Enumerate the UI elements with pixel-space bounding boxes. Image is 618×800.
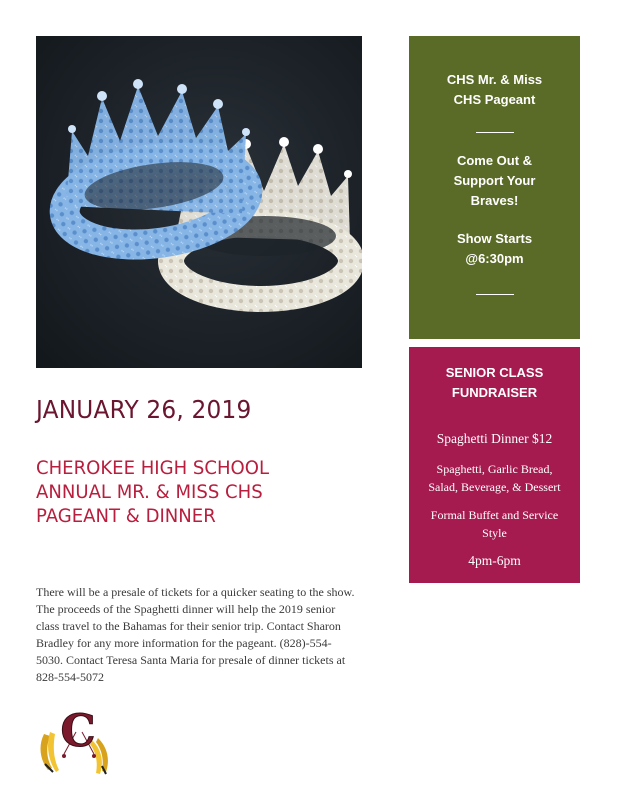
menu-line: Salad, Beverage, & Dessert bbox=[428, 480, 561, 494]
event-title-line: PAGEANT & DINNER bbox=[36, 505, 216, 527]
cherokee-c-logo-icon bbox=[36, 704, 120, 776]
event-title-line: ANNUAL MR. & MISS CHS bbox=[36, 481, 263, 503]
event-date: JANUARY 26, 2019 bbox=[36, 395, 252, 424]
fundraiser-heading-line: FUNDRAISER bbox=[451, 385, 538, 400]
dinner-time: 4pm-6pm bbox=[468, 553, 521, 568]
fundraiser-heading-line: SENIOR CLASS bbox=[445, 365, 544, 380]
description-line: class travel to the Bahamas for their senior trip. Contact Sharon bbox=[36, 619, 341, 633]
description-line: There will be a presale of tickets for a quicker seating to the show. bbox=[36, 585, 355, 599]
pageant-info-panel bbox=[409, 36, 580, 339]
divider bbox=[476, 132, 514, 133]
menu-line: Spaghetti, Garlic Bread, bbox=[436, 462, 553, 476]
event-title bbox=[36, 456, 359, 528]
service-style bbox=[419, 506, 570, 542]
description-line: Bradley for any more information for the pageant. (828)-554- bbox=[36, 636, 332, 650]
crowns-photo bbox=[36, 36, 362, 368]
event-description bbox=[36, 584, 406, 686]
menu-items bbox=[419, 460, 570, 496]
service-style-line: Style bbox=[482, 526, 507, 540]
logo-letter: C bbox=[60, 706, 96, 757]
show-time-line: @6:30pm bbox=[465, 251, 524, 266]
description-line: The proceeds of the Spaghetti dinner will help the 2019 senior bbox=[36, 602, 336, 616]
support-message bbox=[409, 151, 580, 211]
dinner-price: Spaghetti Dinner $12 bbox=[436, 431, 553, 446]
support-line: Come Out & bbox=[456, 153, 533, 168]
fundraiser-heading bbox=[409, 363, 580, 403]
support-line: Support Your bbox=[453, 173, 536, 188]
pageant-title-line: CHS Mr. & Miss bbox=[446, 72, 543, 87]
pageant-title bbox=[409, 70, 580, 110]
fundraiser-panel bbox=[409, 347, 580, 583]
event-title-line: CHEROKEE HIGH SCHOOL bbox=[36, 457, 270, 479]
service-style-line: Formal Buffet and Service bbox=[430, 508, 559, 522]
description-line: 5030. Contact Teresa Santa Maria for presale of dinner tickets at bbox=[36, 653, 346, 667]
divider bbox=[476, 294, 514, 295]
show-time bbox=[409, 229, 580, 269]
pageant-title-line: CHS Pageant bbox=[453, 92, 536, 107]
support-line: Braves! bbox=[470, 193, 519, 208]
description-line: 828-554-5072 bbox=[36, 670, 104, 684]
crowns-icon bbox=[36, 36, 362, 368]
show-time-line: Show Starts bbox=[456, 231, 533, 246]
